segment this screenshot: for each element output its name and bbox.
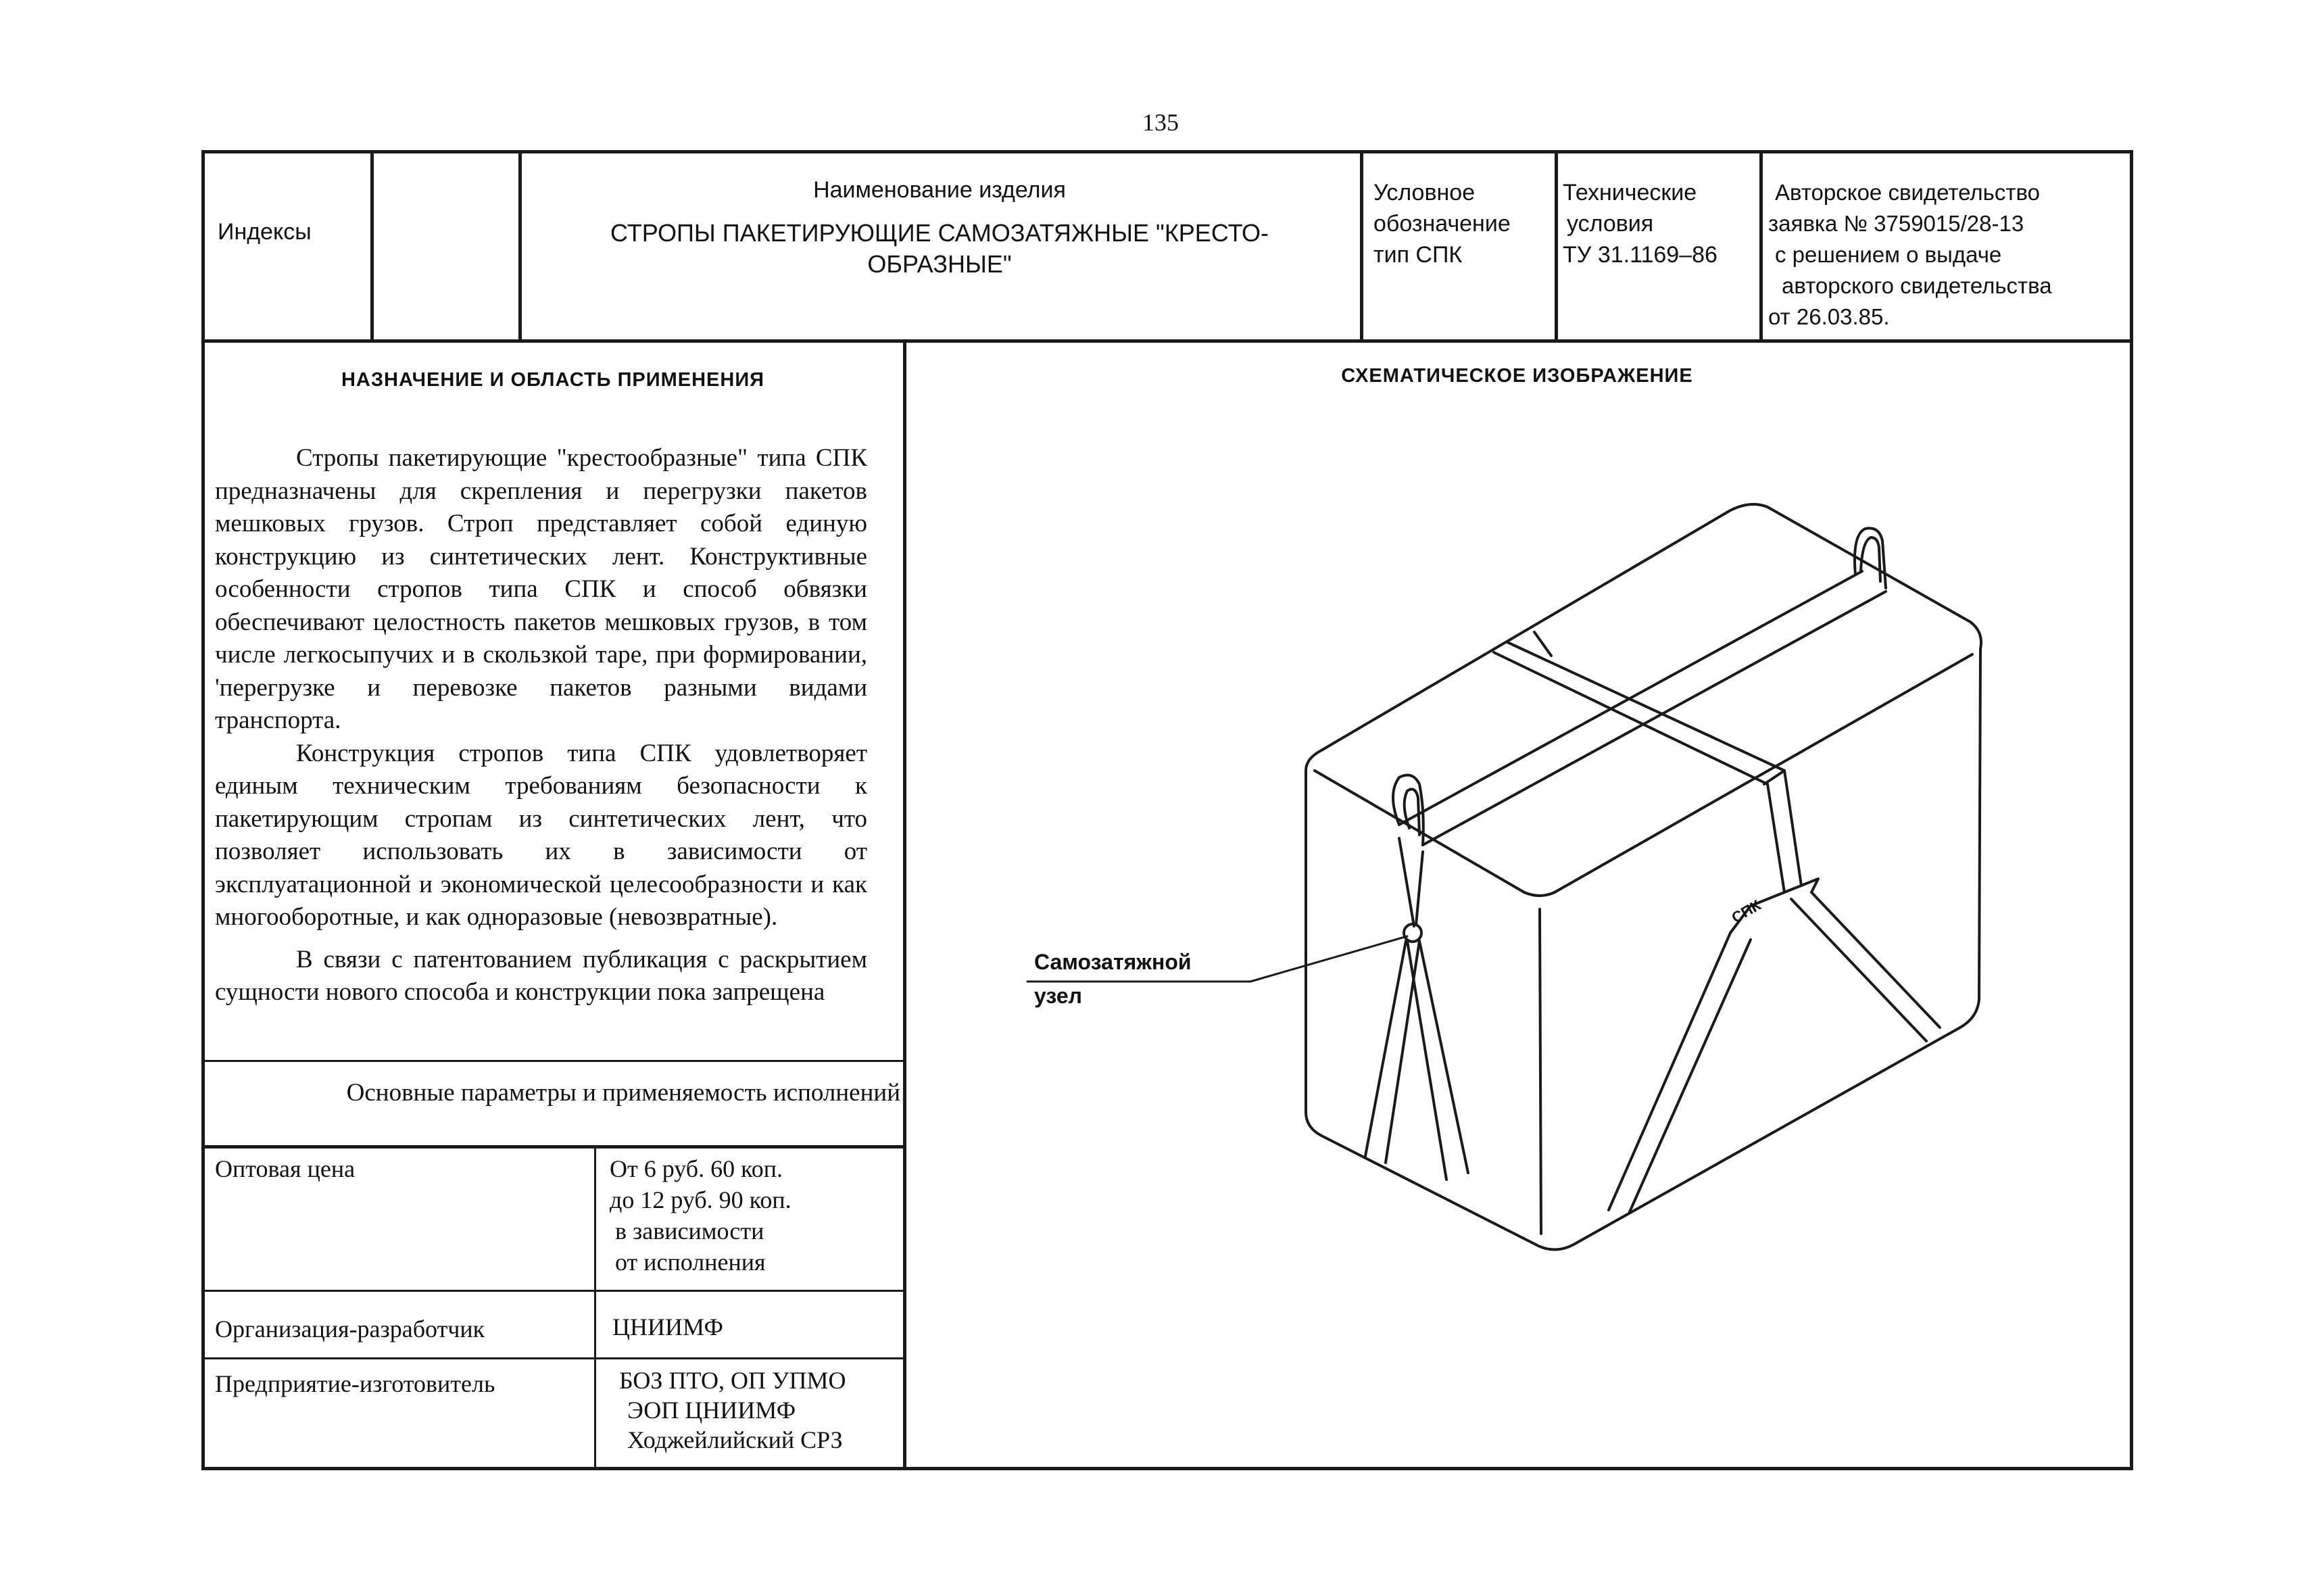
table-value-line: Ходжейлийский СРЗ (627, 1426, 843, 1453)
header-divider (1360, 150, 1363, 343)
certificate-line: с решением о выдаче (1775, 242, 2002, 267)
box-edge (1524, 892, 1555, 896)
designation-block (1373, 177, 1511, 270)
table-label: Организация-разработчик (215, 1315, 485, 1343)
frame-bottom-line (201, 1467, 2133, 1470)
purpose-heading: НАЗНАЧЕНИЕ И ОБЛАСТЬ ПРИМЕНЕНИЯ (341, 369, 765, 391)
strap-loop (1861, 537, 1880, 581)
strap (1423, 591, 1886, 845)
frame-left-line (201, 150, 205, 1470)
table-value (610, 1153, 791, 1278)
table-value (619, 1365, 846, 1455)
table-value-line: от исполнения (615, 1249, 766, 1276)
strap (1386, 941, 1419, 1163)
box-outline (1306, 504, 1981, 1250)
indices-label: Индексы (218, 219, 312, 245)
params-bottom-line (201, 1145, 904, 1148)
product-name-label: Наименование изделия (813, 177, 1066, 203)
schematic-heading: СХЕМАТИЧЕСКОЕ ИЗОБРАЖЕНИЕ (1341, 365, 1693, 387)
header-divider (370, 150, 374, 343)
cargo-package-drawing (1014, 473, 2028, 1284)
product-title-line2: ОБРАЗНЫЕ" (867, 250, 1012, 278)
table-row-line (201, 1357, 904, 1359)
certificate-line: Авторское свидетельство (1775, 180, 2041, 205)
table-column-line (594, 1145, 596, 1468)
strap (1784, 771, 1801, 886)
purpose-paragraph: Конструкция стропов типа СПК удовлетворяет единым техническим требованиям безопасности к пакетирующим стропам из синтетических лент, что позволяет использовать их в зависимости от эксплуатационной и экономической целесообразности и как многооборотные, и как одноразовые (невозвратные). (215, 739, 867, 931)
strap (1494, 652, 1768, 784)
section-divider (903, 339, 906, 1470)
table-value-line: ЭОП ЦНИИМФ (627, 1397, 796, 1424)
purpose-paragraph: Стропы пакетирующие "крестообразные" типа СПК предназначены для скрепления и перегрузки пакетов мешковых грузов. Строп представляет собой единую конструкцию из синтетических лент. Конструктивные особенности стропов типа СПК и способ обвязки обеспечивают целостность пакетов мешковых грузов, в том числе легкосыпучих и в скользкой таре, при формировании, 'перегрузке и перевозке пакетов разными видами транспорта. (215, 444, 867, 734)
table-value-line: БОЗ ПТО, ОП УПМО (619, 1367, 846, 1394)
table-label: Оптовая цена (215, 1155, 356, 1182)
strap-marking: СПК (1728, 896, 1764, 927)
box-edge (1555, 654, 1972, 892)
strap (1507, 642, 1784, 771)
certificate-line: от 26.03.85. (1768, 304, 1890, 329)
purpose-paragraph: В связи с патентованием публикация с раскрытием сущности нового способа и конструкции пока запрещена (215, 945, 867, 1006)
strap (1609, 933, 1730, 1210)
table-row-line (201, 1290, 904, 1292)
strap (1768, 784, 1784, 892)
header-divider (1555, 150, 1558, 343)
product-title-line1: СТРОПЫ ПАКЕТИРУЮЩИЕ САМОЗАТЯЖНЫЕ "КРЕСТО- (610, 219, 1269, 247)
designation-line: обозначение (1373, 211, 1511, 237)
callout-label-line2: узел (1034, 984, 1082, 1008)
strap (1534, 632, 1551, 656)
tech-conditions-line: ТУ 31.1169–86 (1563, 242, 1717, 268)
page-number: 135 (1142, 109, 1179, 136)
table-value-line: в зависимости (615, 1217, 764, 1244)
header-divider (1759, 150, 1763, 343)
purpose-bottom-line (201, 1060, 904, 1062)
certificate-line: заявка № 3759015/28-13 (1768, 211, 2024, 236)
designation-line: тип СПК (1373, 242, 1463, 268)
strap (1399, 838, 1414, 926)
strap (1365, 941, 1406, 1156)
box-edge (1540, 909, 1541, 1234)
table-value-line: до 12 руб. 90 коп. (610, 1186, 791, 1213)
table-value-line: От 6 руб. 60 коп. (610, 1155, 783, 1182)
strap (1811, 892, 1940, 1027)
strap (1791, 899, 1926, 1041)
self-tightening-knot (1404, 924, 1421, 942)
certificate-block (1768, 177, 2052, 333)
designation-line: Условное (1373, 180, 1476, 205)
params-heading: Основные параметры и применяемость исполнений (346, 1079, 900, 1107)
table-label: Предприятие-изготовитель (215, 1370, 495, 1397)
tech-conditions-line: условия (1567, 211, 1654, 237)
header-bottom-line (201, 339, 2133, 343)
tech-conditions-block (1563, 177, 1717, 270)
strap (1416, 852, 1423, 925)
table-value: ЦНИИМФ (612, 1313, 723, 1340)
strap (1629, 940, 1751, 1213)
purpose-text (215, 442, 867, 1009)
callout-label-line1: Самозатяжной (1034, 950, 1192, 974)
frame-right-line (2130, 150, 2133, 1470)
certificate-line: авторского свидетельства (1782, 273, 2052, 298)
tech-conditions-line: Технические (1563, 180, 1697, 205)
frame-top-line (201, 150, 2133, 153)
